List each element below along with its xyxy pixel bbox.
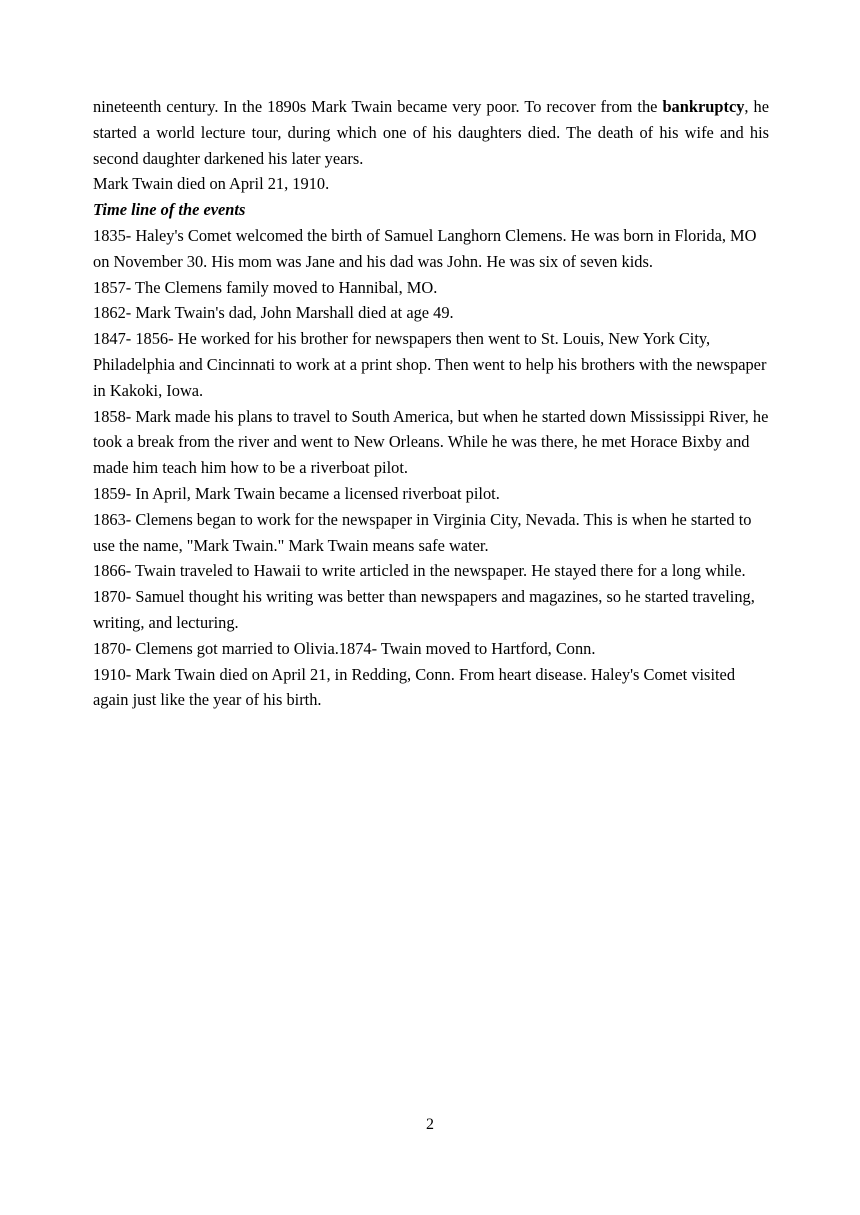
document-body — [93, 94, 769, 713]
intro-text-start: nineteenth century. In the 1890s Mark Twain became very poor. To recover from the — [93, 97, 663, 116]
death-date-line: Mark Twain died on April 21, 1910. — [93, 174, 330, 194]
timeline-entry-1859: 1859- In April, Mark Twain became a licensed riverboat pilot. — [93, 483, 500, 503]
timeline-entry-1870-writing: 1870- Samuel thought his writing was better than newspapers and magazines, so he started traveling, writing, and lecturing. — [93, 587, 755, 632]
timeline-entry-1910: 1910- Mark Twain died on April 21, in Redding, Conn. From heart disease. Haley's Comet visited again just like the year of his birth. — [93, 664, 736, 710]
intro-paragraph — [93, 94, 769, 171]
timeline-entry-1847: 1847- 1856- He worked for his brother for newspapers then went to St. Louis, New York City, Philadelphia and Cincinnati to work at a print shop. Then went to help his brothers with the newspaper in Kakoki, Iowa. — [93, 329, 767, 400]
timeline-entry-1862: 1862- Mark Twain's dad, John Marshall died at age 49. — [93, 303, 454, 323]
page-number: 2 — [426, 1116, 434, 1133]
bankruptcy-term: bankruptcy — [662, 97, 745, 116]
intro-text-end: , he started a world lecture tour, during which one of his daughters died. The death of his wife and his second daughter darkened his later years. — [93, 97, 769, 168]
timeline-entry-1835: 1835- Haley's Comet welcomed the birth of Samuel Langhorn Clemens. He was born in Florida, MO on November 30. His mom was Jane and his dad was John. He was six of seven kids. — [93, 225, 757, 271]
timeline-entry-1870-marriage: 1870- Clemens got married to Olivia.1874- Twain moved to Hartford, Conn. — [93, 638, 596, 658]
timeline-entry-1857: 1857- The Clemens family moved to Hannibal, MO. — [93, 277, 438, 297]
timeline-entry-1866: 1866- Twain traveled to Hawaii to write articled in the newspaper. He stayed there for a long while. — [93, 561, 746, 581]
timeline-heading: Time line of the events — [93, 200, 246, 220]
timeline-entry-1863: 1863- Clemens began to work for the newspaper in Virginia City, Nevada. This is when he started to use the name, "Mark Twain." Mark Twain means safe water. — [93, 509, 752, 555]
timeline-entry-1858: 1858- Mark made his plans to travel to South America, but when he started down Mississippi River, he took a break from the river and went to New Orleans. While he was there, he met Horace Bixby and made him teach him how to be a riverboat pilot. — [93, 406, 769, 478]
